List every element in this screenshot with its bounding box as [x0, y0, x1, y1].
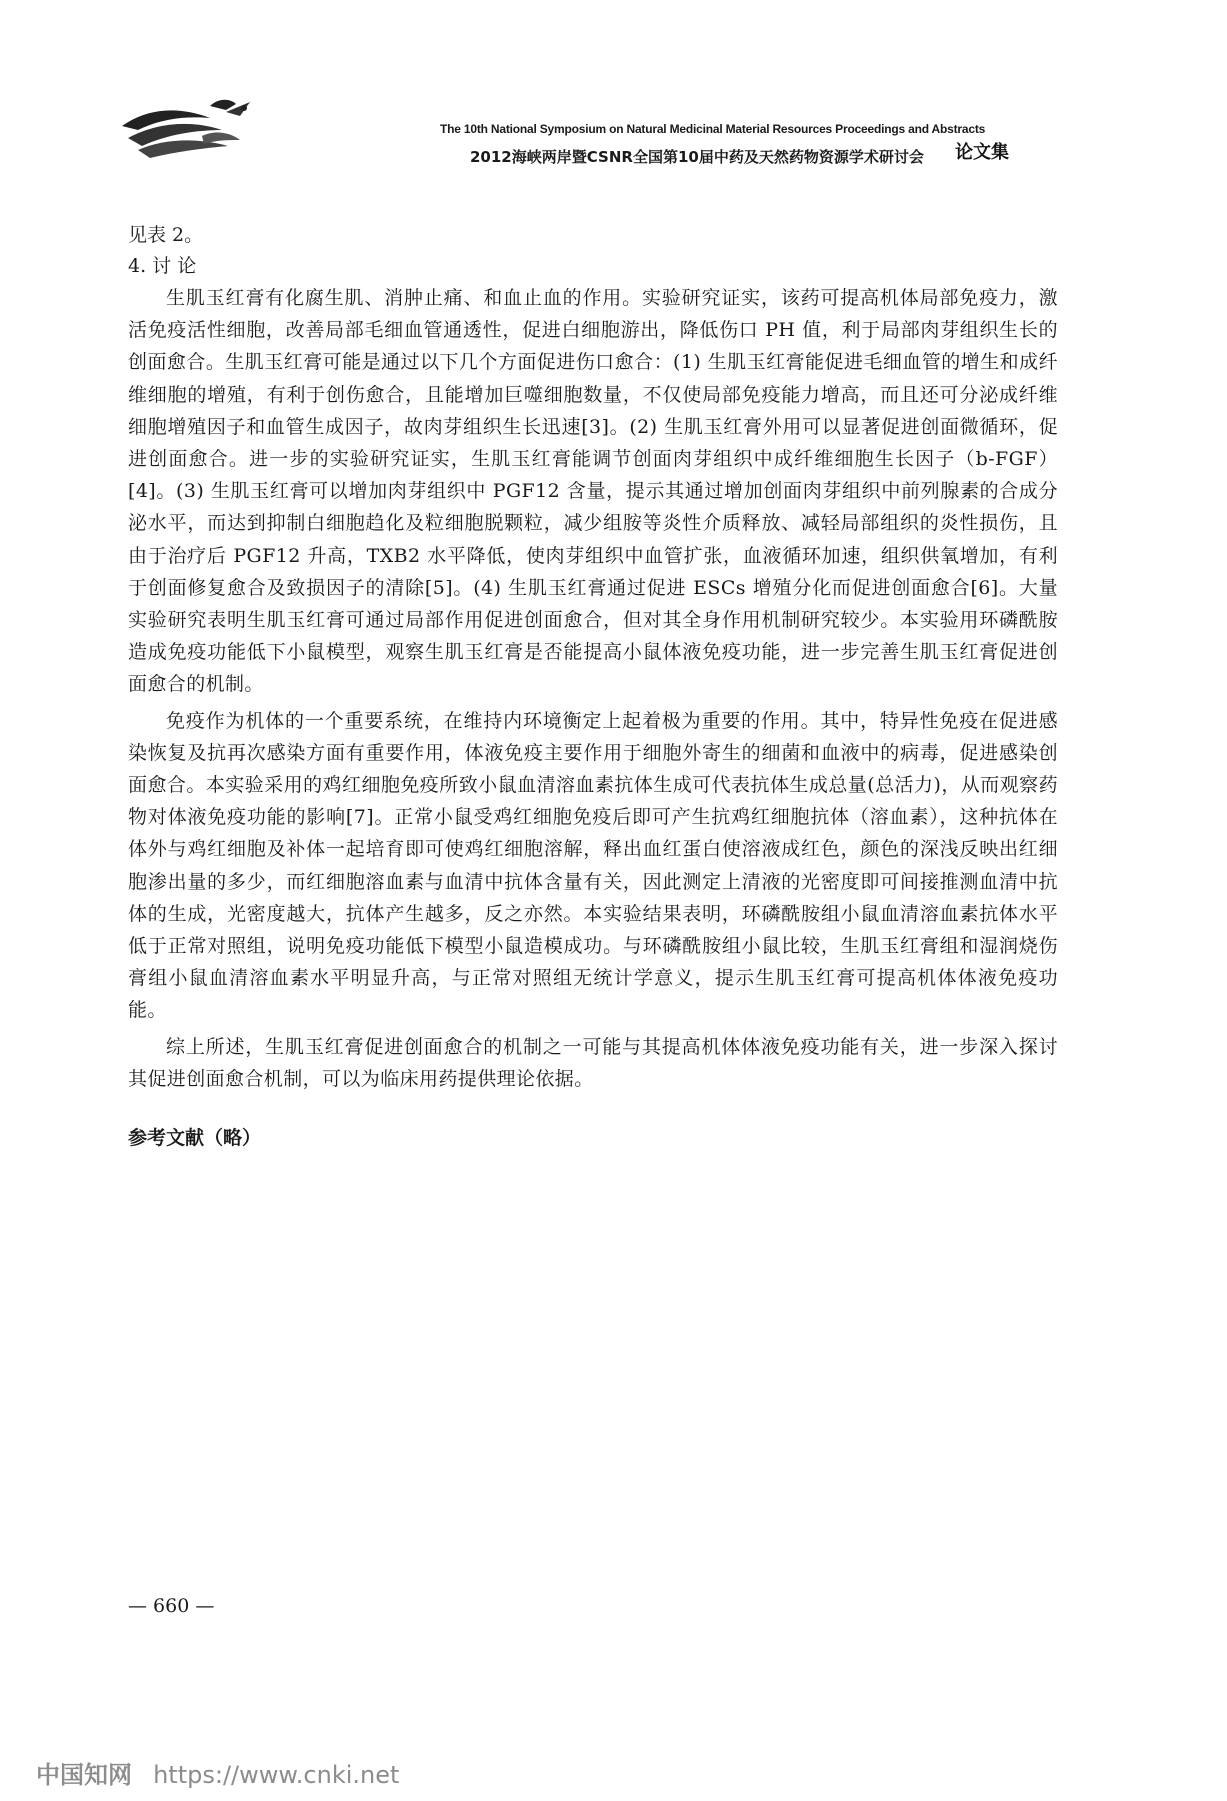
paragraph-mechanism: 生肌玉红膏有化腐生肌、消肿止痛、和血止血的作用。实验研究证实，该药可提高机体局部免疫力，激活免疫活性细胞，改善局部毛细血管通透性，促进白细胞游出，降低伤口 PH 值，利于局部肉芽组织生长的创面愈合。生肌玉红膏可能是通过以下几个方面促进伤口愈合：(1) 生肌玉红膏能促进毛细血管的增生和成纤维细胞的增殖，有利于创伤愈合，且能增加巨噬细胞数量，不仅使局部免疫能力增高，而且还可分泌成纤维细胞增殖因子和血管生成因子，故肉芽组织生长迅速[3]。(2) 生肌玉红膏外用可以显著促进创面微循环，促进创面愈合。进一步的实验研究证实，生肌玉红膏能调节创面肉芽组织中成纤维细胞生长因子（b-FGF）[4]。(3) 生肌玉红膏可以增加肉芽组织中 PGF12 含量，提示其通过增加创面肉芽组织中前列腺素的合成分泌水平，而达到抑制白细胞趋化及粒细胞脱颗粒，减少组胺等炎性介质释放、减轻局部组织的炎性损伤，且由于治疗后 PGF12 升高，TXB2 水平降低，使肉芽组织中血管扩张，血液循环加速，组织供氧增加，有利于创面修复愈合及致损因子的清除[5]。(4) 生肌玉红膏通过促进 ESCs 增殖分化而促进创面愈合[6]。大量实验研究表明生肌玉红膏可通过局部作用促进创面愈合，但对其全身作用机制研究较少。本实验用环磷酰胺造成免疫功能低下小鼠模型，观察生肌玉红膏是否能提高小鼠体液免疫功能，进一步完善生肌玉红膏促进创面愈合的机制。 [128, 287, 1058, 696]
table-reference-line: 见表 2。 [128, 224, 204, 246]
page-number: — 660 — [128, 1595, 215, 1617]
references-heading: 参考文献（略） [128, 1127, 262, 1150]
watermark-url[interactable]: https://www.cnki.net [153, 1761, 400, 1789]
article-body [128, 220, 1058, 1154]
paragraph-immunity: 免疫作为机体的一个重要系统，在维持内环境衡定上起着极为重要的作用。其中，特异性免疫在促进感染恢复及抗再次感染方面有重要作用，体液免疫主要作用于细胞外寄生的细菌和血液中的病毒，促进感染创面愈合。本实验采用的鸡红细胞免疫所致小鼠血清溶血素抗体生成可代表抗体生成总量(总活力)，从而观察药物对体液免疫功能的影响[7]。正常小鼠受鸡红细胞免疫后即可产生抗鸡红细胞抗体（溶血素），这种抗体在体外与鸡红细胞及补体一起培育即可使鸡红细胞溶解，释出血红蛋白使溶液成红色，颜色的深浅反映出红细胞渗出量的多少，而红细胞溶血素与血清中抗体含量有关，因此测定上清液的光密度即可间接推测血清中抗体的生成，光密度越大，抗体产生越多，反之亦然。本实验结果表明，环磷酰胺组小鼠血清溶血素抗体水平低于正常对照组，说明免疫功能低下模型小鼠造模成功。与环磷酰胺组小鼠比较，生肌玉红膏组和湿润烧伤膏组小鼠血清溶血素水平明显升高，与正常对照组无统计学意义，提示生肌玉红膏可提高机体体液免疫功能。 [128, 709, 1058, 1022]
header-title-zh: 2012海峡两岸暨CSNR全国第10届中药及天然药物资源学术研讨会 [470, 148, 924, 166]
page-header [0, 0, 1227, 170]
header-title-en: The 10th National Symposium on Natural Medicinal Material Resources Proceedings and Abstracts [440, 122, 986, 136]
conference-logo-icon [118, 96, 258, 164]
paragraph-conclusion: 综上所述，生肌玉红膏促进创面愈合的机制之一可能与其提高机体体液免疫功能有关，进一步深入探讨其促进创面愈合机制，可以为临床用药提供理论依据。 [128, 1035, 1058, 1090]
cnki-watermark [36, 1755, 399, 1790]
watermark-site-name: 中国知网 [36, 1761, 132, 1789]
proceedings-badge: 论文集 [955, 142, 1009, 163]
section-title-discussion: 4. 讨 论 [128, 255, 197, 277]
